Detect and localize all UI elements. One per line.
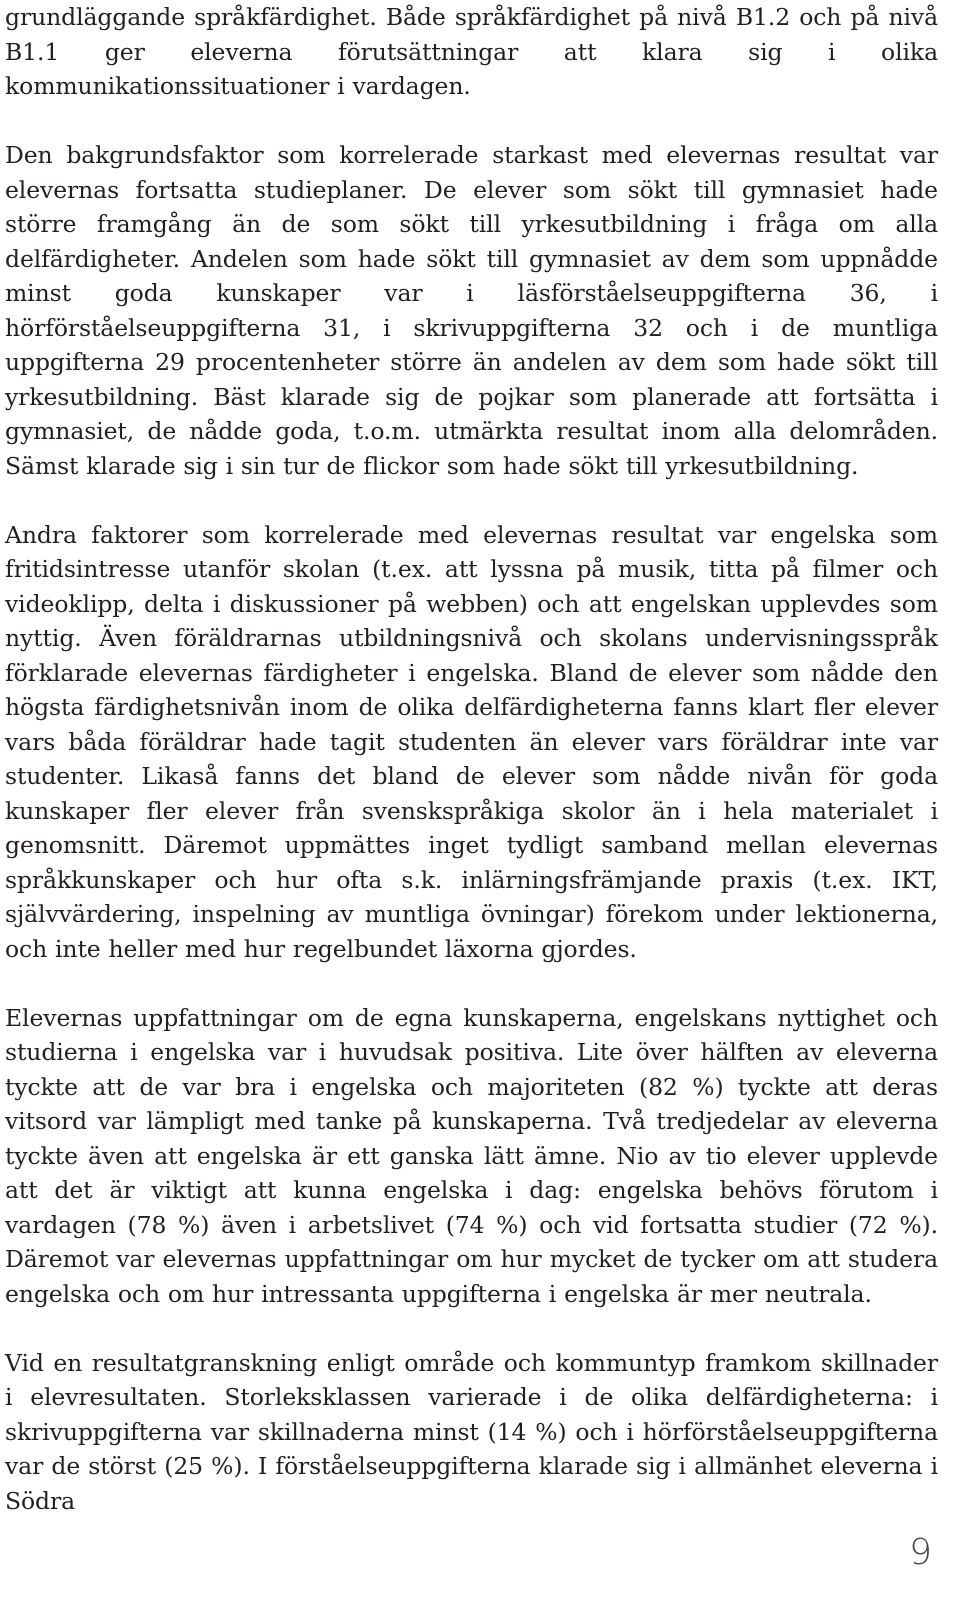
document-body xyxy=(5,0,938,1518)
paragraph: Andra faktorer som korrelerade med elevernas resultat var engelska som fritidsintresse utanför skolan (t.ex. att lyssna på musik, titta på filmer och videoklipp, delta i diskussioner på webben) och att engelskan upplevdes som nyttig. Även föräldrarnas utbildningsnivå och skolans undervisningsspråk förklarade elevernas färdigheter i engelska. Bland de elever som nådde den högsta färdighetsnivån inom de olika delfärdigheterna fanns klart fler elever vars båda föräldrar hade tagit studenten än elever vars föräldrar inte var studenter. Likaså fanns det bland de elever som nådde nivån för goda kunskaper fler elever från svenskspråkiga skolor än i hela materialet i genomsnitt. Däremot uppmättes inget tydligt samband mellan elevernas språkkunskaper och hur ofta s.k. inlärningsfrämjande praxis (t.ex. IKT, självvärdering, inspelning av muntliga övningar) förekom under lektionerna, och inte heller med hur regelbundet läxorna gjordes. xyxy=(5,520,938,963)
paragraph: Vid en resultatgranskning enligt område och kommuntyp framkom skillnader i elevresultaten. Storleksklassen varierade i de olika delfärdigheterna: i skrivuppgifterna var skillnaderna minst (14 %) och i hörförståelseuppgifterna var de störst (25 %). I förståelseuppgifterna klarade sig i allmänhet eleverna i Södra xyxy=(5,1348,938,1515)
page-number: 9 xyxy=(909,1532,932,1573)
paragraph: Elevernas uppfattningar om de egna kunskaperna, engelskans nyttighet och studierna i engelska var i huvudsak positiva. Lite över hälften av eleverna tyckte att de var bra i engelska och majoriteten (82 %) tyckte att deras vitsord var lämpligt med tanke på kunskaperna. Två tredjedelar av eleverna tyckte även att engelska är ett ganska lätt ämne. Nio av tio elever upplevde att det är viktigt att kunna engelska i dag: engelska behövs förutom i vardagen (78 %) även i arbetslivet (74 %) och vid fortsatta studier (72 %). Däremot var elevernas uppfattningar om hur mycket de tycker om att studera engelska och om hur intressanta uppgifterna i engelska är mer neutrala. xyxy=(5,1003,938,1308)
paragraph: grundläggande språkfärdighet. Både språkfärdighet på nivå B1.2 och på nivå B1.1 ger eleverna förutsättningar att klara sig i olika kommunikationssituationer i vardagen. xyxy=(5,3,938,100)
paragraph: Den bakgrundsfaktor som korrelerade starkast med elevernas resultat var elevernas fortsatta studieplaner. De elever som sökt till gymnasiet hade större framgång än de som sökt till yrkesutbildning i fråga om alla delfärdigheter. Andelen som hade sökt till gymnasiet av dem som uppnådde minst goda kunskaper var i läsförståelseuppgifterna 36, i hörförståelseuppgifterna 31, i skrivuppgifterna 32 och i de muntliga uppgifterna 29 procentenheter större än andelen av dem som hade sökt till yrkesutbildning. Bäst klarade sig de pojkar som planerade att fortsätta i gymnasiet, de nådde goda, t.o.m. utmärkta resultat inom alla delområden. Sämst klarade sig i sin tur de flickor som hade sökt till yrkesutbildning. xyxy=(5,141,938,480)
